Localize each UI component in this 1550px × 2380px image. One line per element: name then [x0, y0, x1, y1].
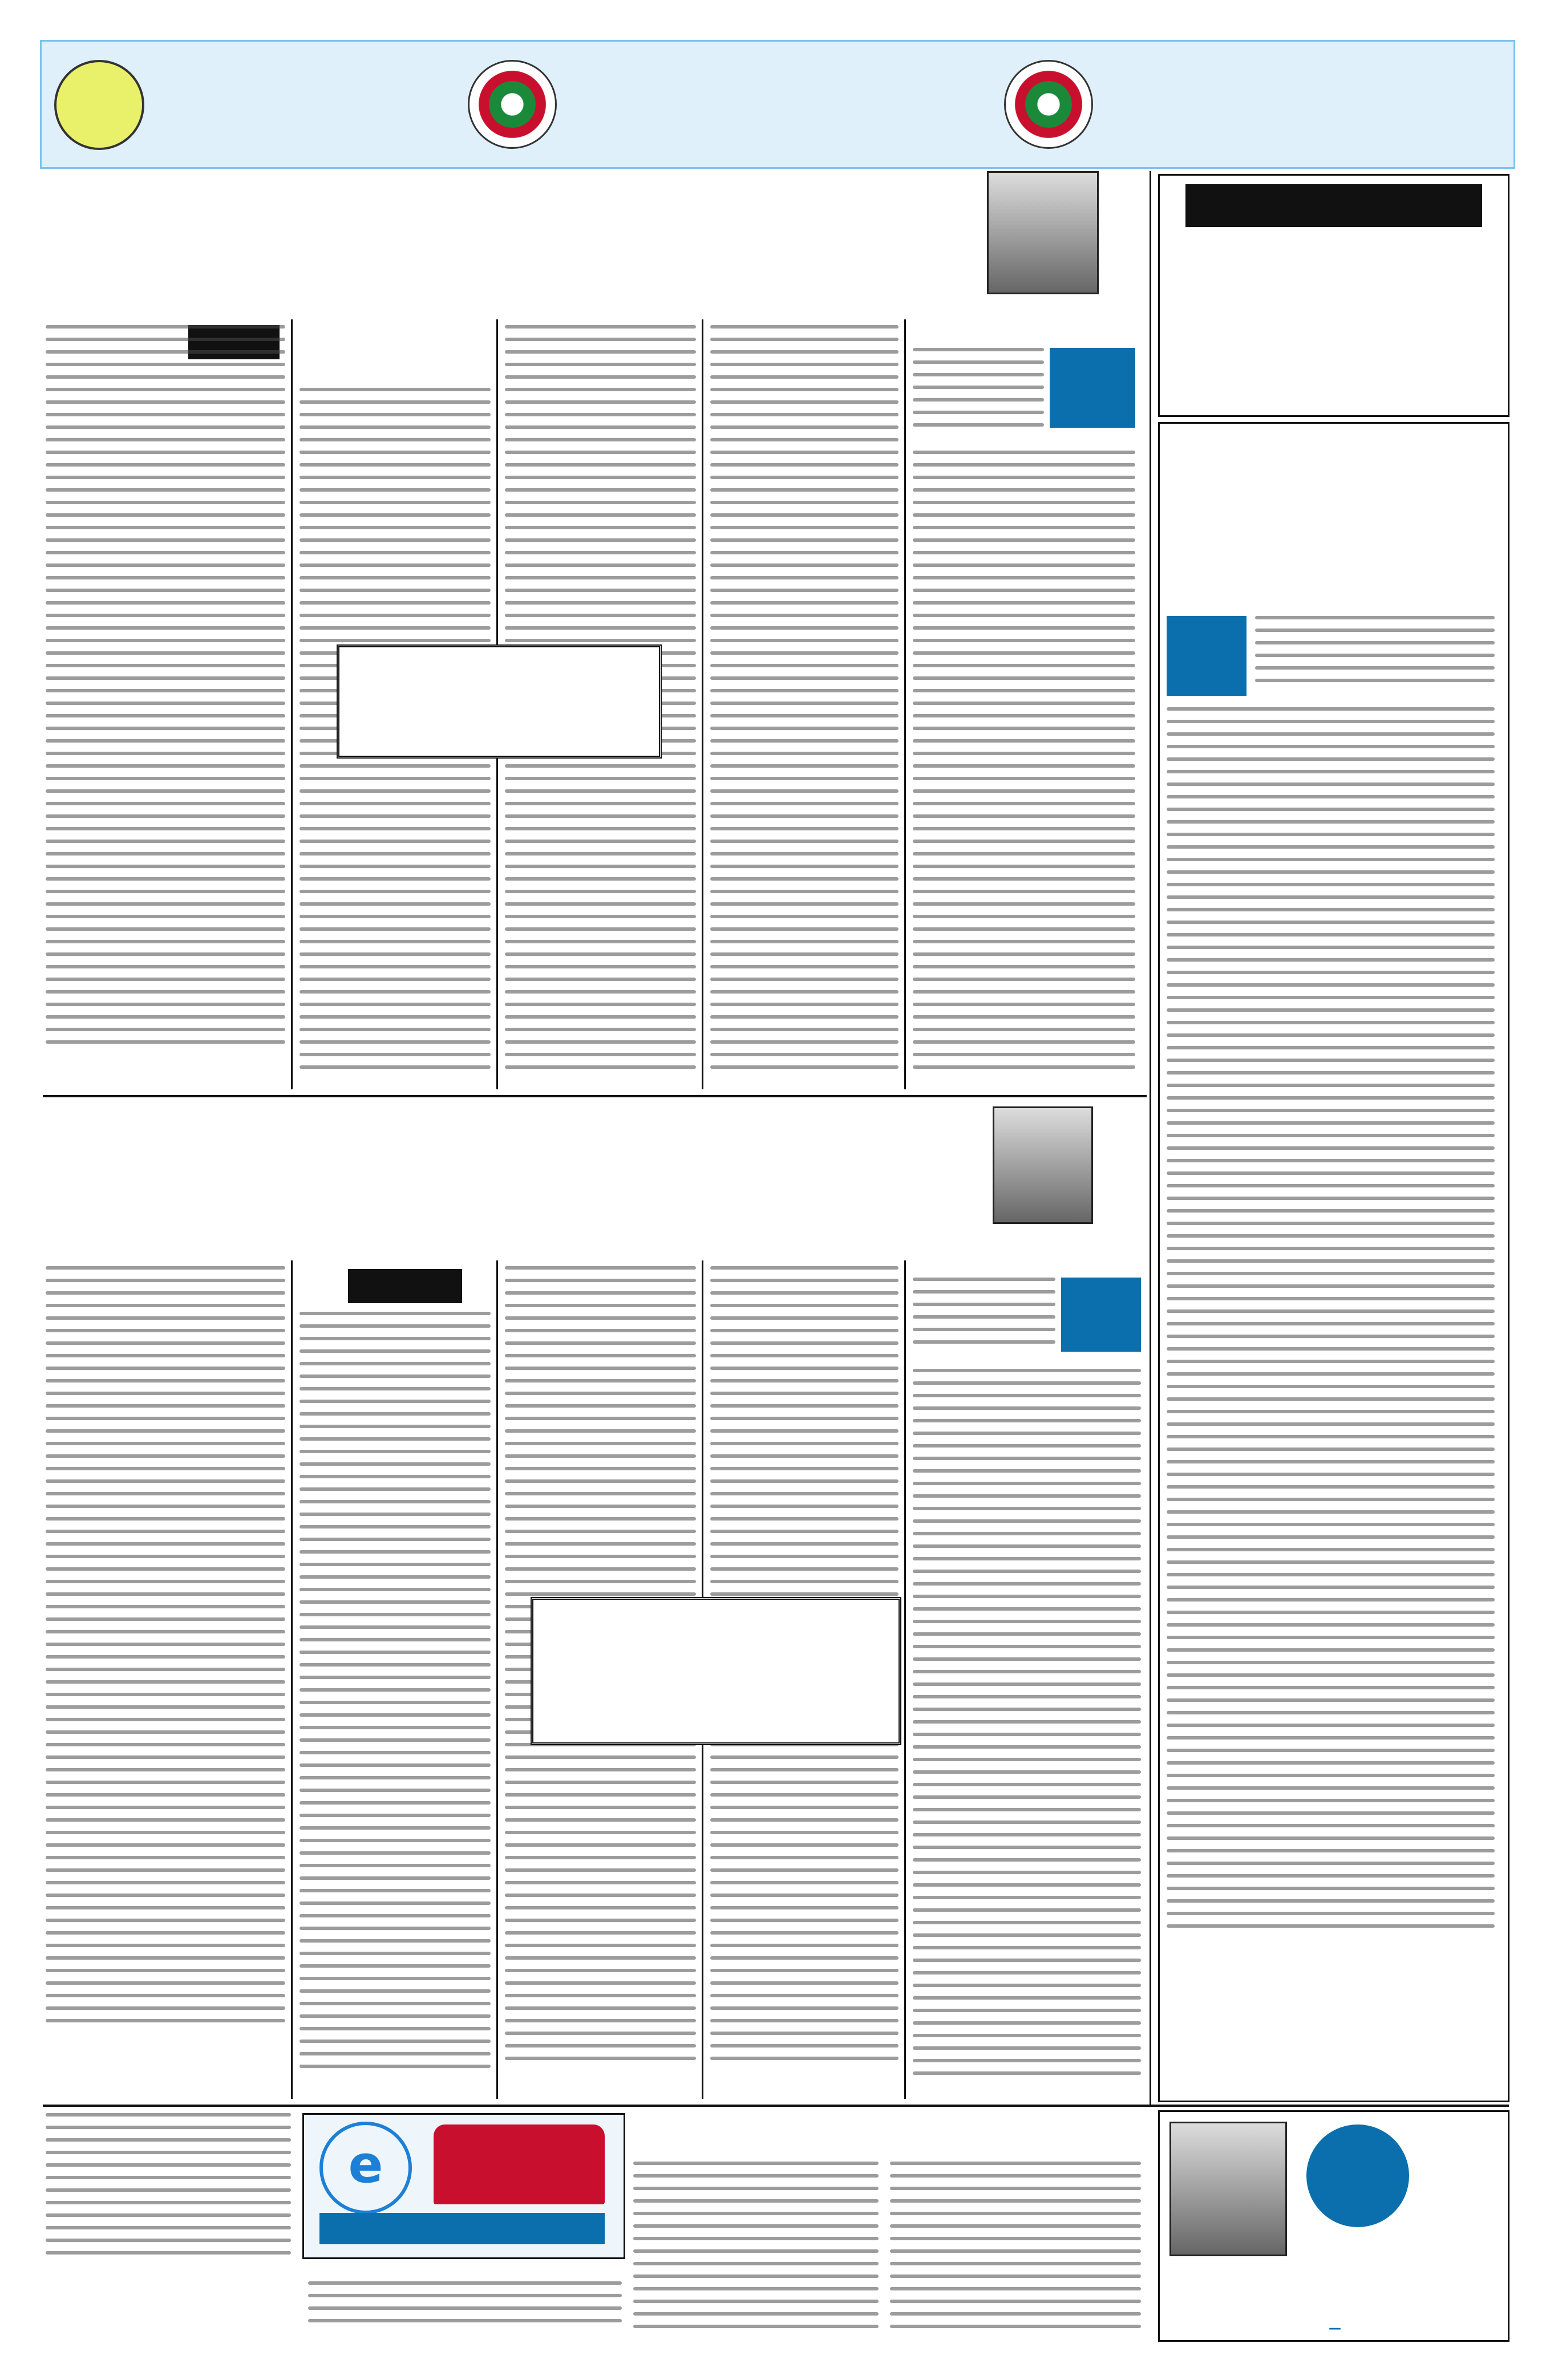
article2-column-text	[300, 1312, 491, 2099]
article2-dropcap	[1061, 1278, 1141, 1352]
author-photo	[987, 171, 1099, 294]
page-number	[54, 60, 144, 150]
aqwal-item	[1160, 238, 1508, 245]
aqwal-item	[1160, 252, 1508, 259]
article1-column-text	[913, 348, 1044, 439]
column-divider	[291, 319, 293, 1089]
sidebar-divider	[1150, 171, 1151, 2105]
article2-column-text	[913, 1278, 1055, 1363]
article1-column-text	[913, 451, 1135, 1089]
article2-column-text	[913, 1369, 1141, 2099]
aqwal-heading	[1185, 184, 1482, 227]
masthead-center	[582, 62, 981, 66]
rosette-icon	[468, 60, 557, 149]
letter2-text	[890, 2162, 1141, 2338]
article1-dropcap	[1050, 348, 1135, 428]
letter1-text	[633, 2162, 879, 2338]
article2-column-text	[46, 1266, 285, 2076]
article2-pullquote	[531, 1597, 901, 1745]
editorial-text	[1255, 616, 1495, 696]
letter1-text	[308, 2281, 622, 2338]
aaina-label	[1306, 2124, 1409, 2227]
section-divider	[43, 1095, 1147, 1097]
article1-pullquote	[337, 644, 662, 759]
editorial-dropcap	[1167, 616, 1247, 696]
section-divider	[43, 2105, 1509, 2107]
aaina-poet: —	[1329, 2321, 1341, 2336]
newspaper-logo	[148, 50, 354, 159]
aqwal-box	[1158, 174, 1509, 417]
column-divider	[291, 1260, 293, 2099]
letter1-text	[46, 2113, 291, 2267]
article1-column-text	[46, 325, 285, 1067]
rosette-icon	[1004, 60, 1093, 149]
column-divider	[904, 1260, 906, 2099]
article2-tag	[348, 1269, 462, 1303]
column-divider	[496, 1260, 498, 2099]
article1-column-text	[710, 325, 899, 1089]
column-divider	[702, 319, 703, 1089]
poet-photo	[1169, 2122, 1287, 2256]
murasilat-label	[319, 2213, 605, 2244]
mailbox-icon	[434, 2124, 605, 2204]
email-e-icon: e	[319, 2122, 412, 2214]
author-photo	[993, 1106, 1093, 1224]
column-divider	[904, 319, 906, 1089]
aqwal-item	[1160, 245, 1508, 252]
editorial-text	[1167, 707, 1495, 2065]
